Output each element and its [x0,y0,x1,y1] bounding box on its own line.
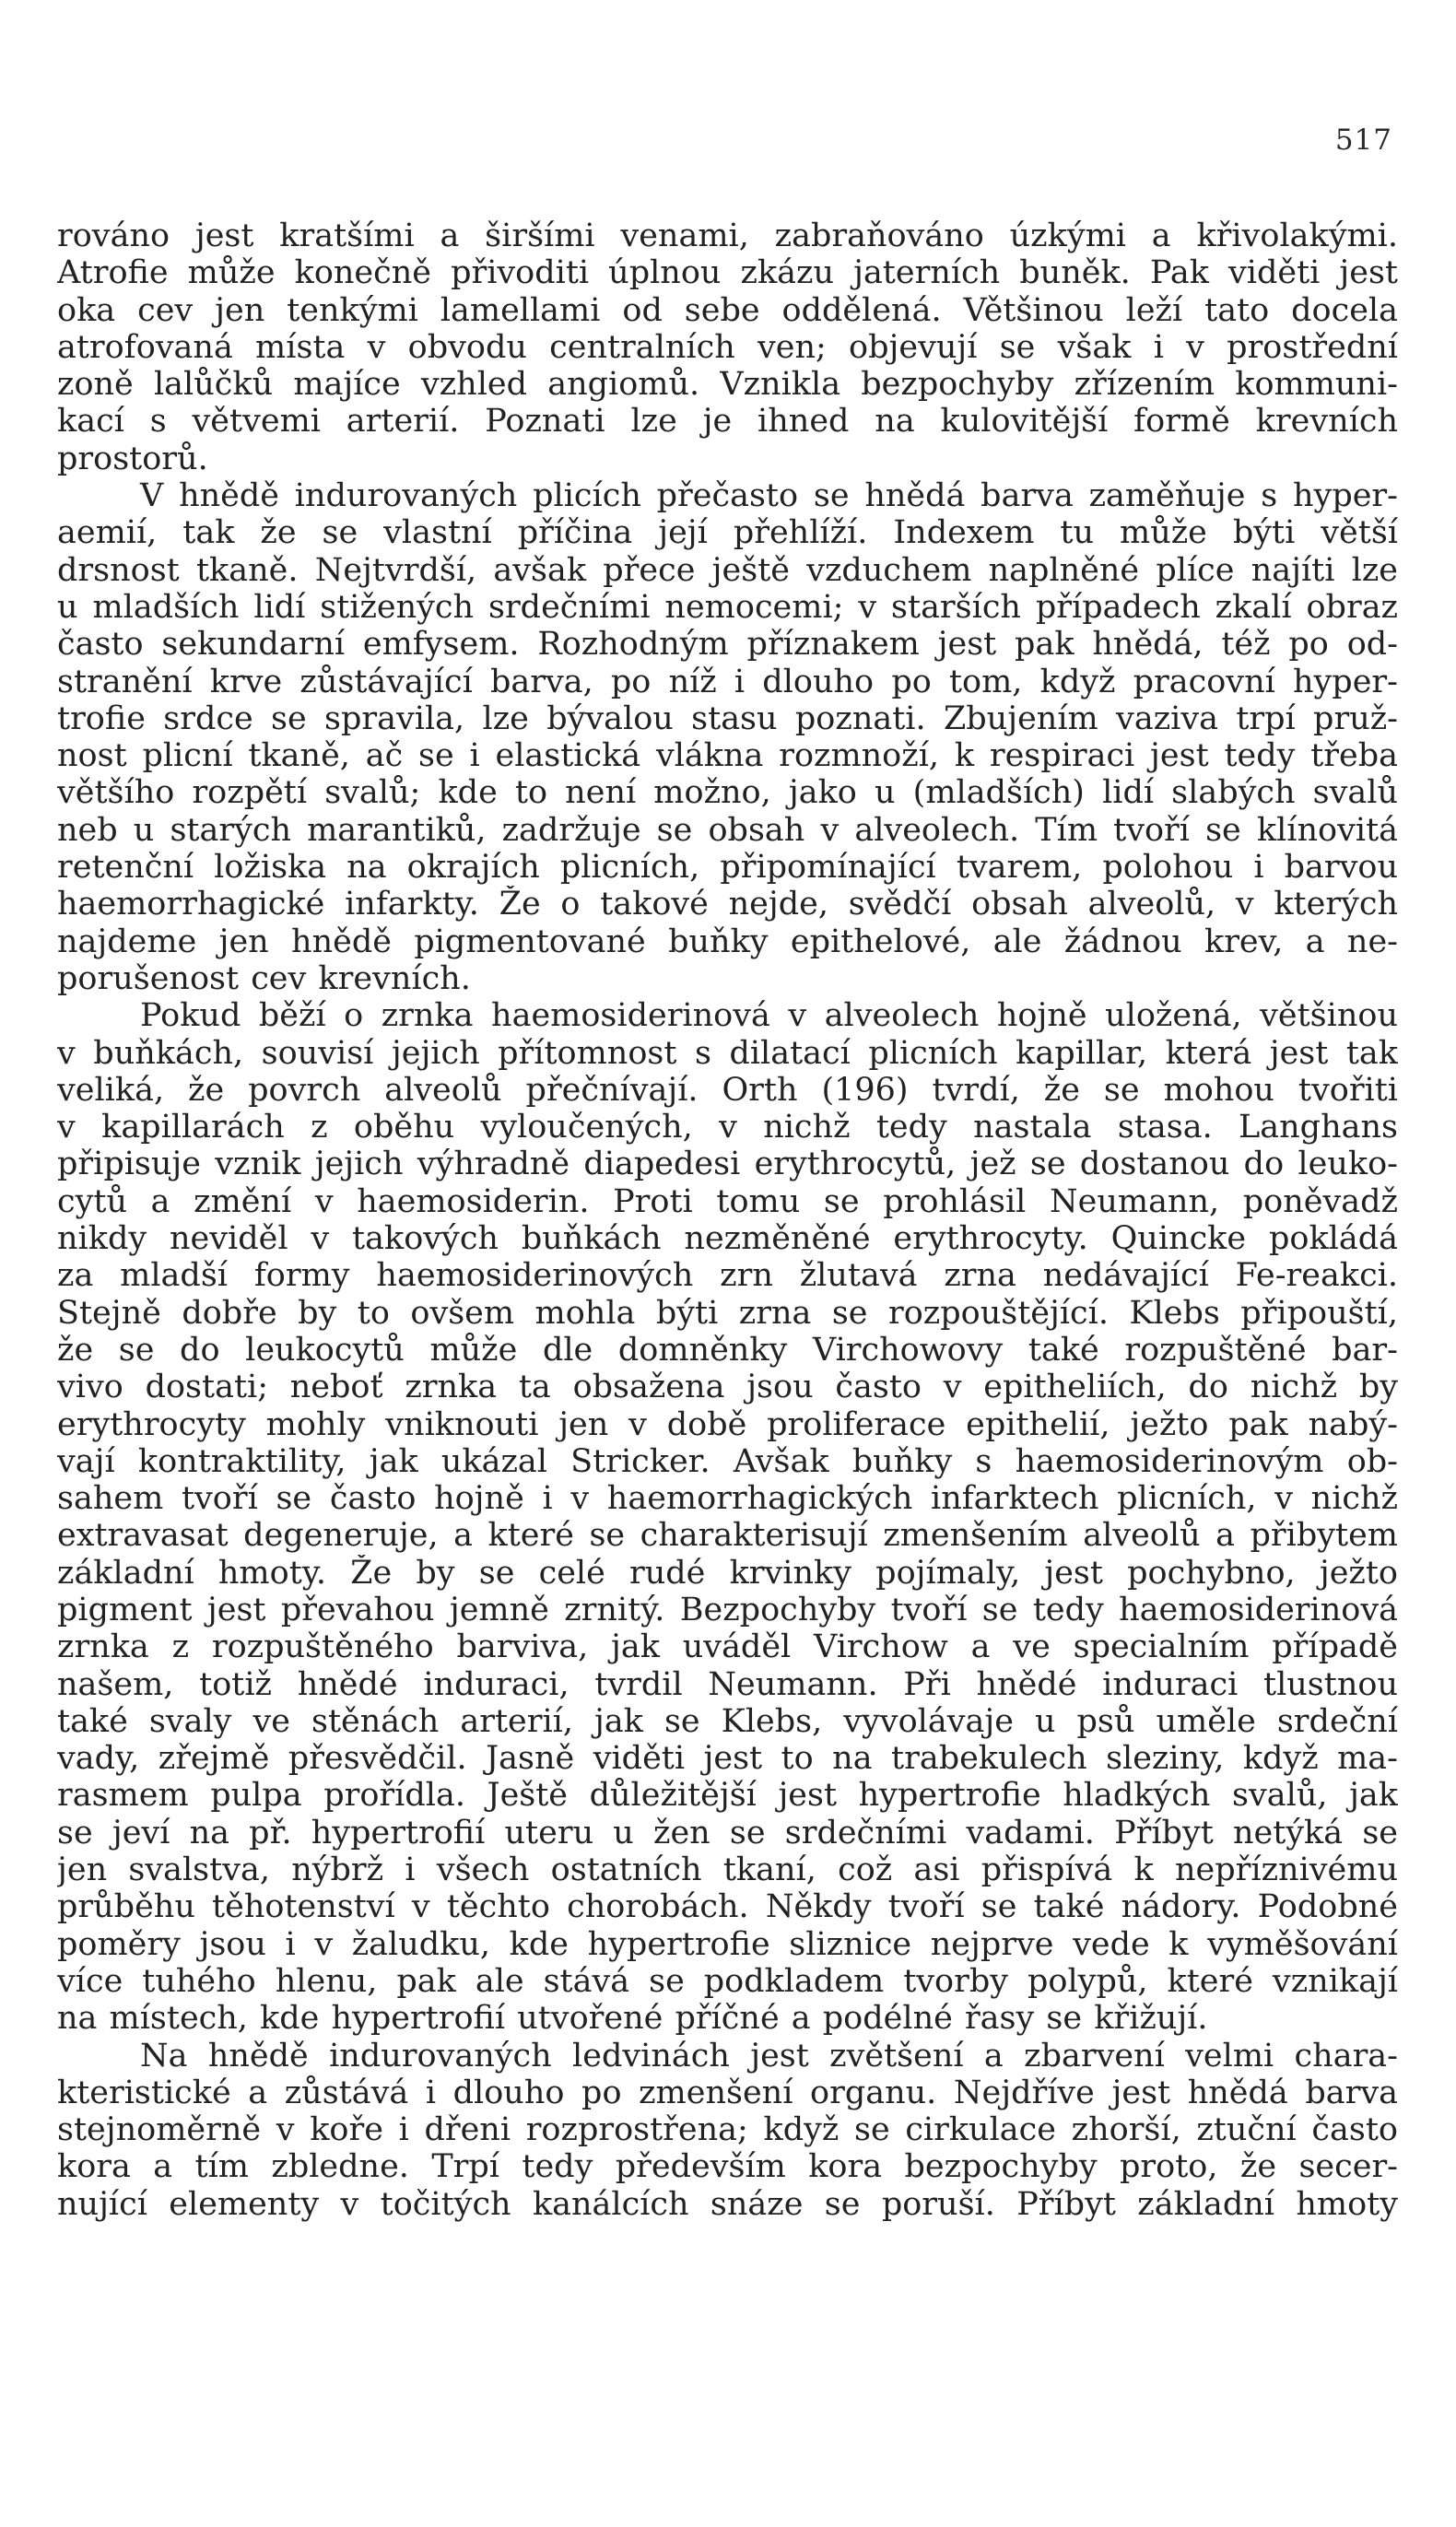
text-line: atrofovaná místa v obvodu centralních ven; objevují se však i v prostřední [57,328,1398,366]
text-line: základní hmoty. Že by se celé rudé krvinky pojímaly, jest pochybno, ježto [57,1554,1398,1592]
text-line: v kapillarách z oběhu vyloučených, v nichž tedy nastala stasa. Langhans [57,1109,1398,1146]
text-line: většího rozpětí svalů; kde to není možno, jako u (mladších) lidí slabých svalů [57,774,1398,812]
text-line: se jeví na př. hypertrofií uteru u žen se srdečními vadami. Příbyt netýká se [57,1814,1398,1851]
text-line: prostorů. [57,440,208,477]
text-line: že se do leukocytů může dle domněnky Virchowovy také rozpuštěné bar- [57,1331,1398,1369]
text-line: nující elementy v točitých kanálcích snáze se poruší. Příbyt základní hmoty [57,2185,1398,2223]
text-line: stejnoměrně v koře i dřeni rozprostřena; když se cirkulace zhorší, ztuční často [57,2111,1398,2149]
text-line: Pokud běží o zrnka haemosiderinová v alveolech hojně uložená, většinou [140,997,1398,1035]
text-line: nost plicní tkaně, ač se i elastická vlákna rozmnoží, k respiraci jest tedy třeba [57,737,1398,775]
text-line: kteristické a zůstává i dlouho po zmenšení organu. Nejdříve jest hnědá barva [57,2074,1398,2111]
text-line: nikdy neviděl v takových buňkách nezměněné erythrocyty. Quincke pokládá [57,1220,1398,1258]
text-line: na místech, kde hypertrofií utvořené příčné a podélné řasy se křižují. [57,2000,1208,2038]
text-line: veliká, že povrch alveolů přečnívají. Orth (196) tvrdí, že se mohou tvořiti [57,1071,1398,1109]
text-line: kací s větvemi arterií. Poznati lze je ihned na kulovitější formě krevních [57,403,1398,441]
text-line: aemií, tak že se vlastní příčina její přehlíží. Indexem tu může býti větší [57,514,1398,552]
text-line: jen svalstva, nýbrž i všech ostatních tkaní, což asi přispívá k nepříznivému [57,1851,1398,1889]
text-line: cytů a změní v haemosiderin. Proti tomu se prohlásil Neumann, poněvadž [57,1182,1398,1220]
text-line: průběhu těhotenství v těchto chorobách. Někdy tvoří se také nádory. Podobné [57,1888,1398,1926]
text-line: porušenost cev krevních. [57,959,471,997]
text-line: Na hnědě indurovaných ledvinách jest zvětšení a zbarvení velmi chara- [140,2037,1398,2074]
text-line: často sekundarní emfysem. Rozhodným příznakem jest pak hnědá, též po od- [57,626,1398,664]
page-number: 517 [1334,123,1392,157]
text-line: pigment jest převahou jemně zrnitý. Bezpochyby tvoří se tedy haemosiderinová [57,1591,1398,1628]
text-line: neb u starých marantiků, zadržuje se obsah v alveolech. Tím tvoří se klínovitá [57,811,1398,849]
text-line: rasmem pulpa prořídla. Ještě důležitější jest hypertrofie hladkých svalů, jak [57,1777,1398,1815]
text-body [57,217,1398,2223]
text-line: retenční ložiska na okrajích plicních, připomínající tvarem, polohou i barvou [57,849,1398,887]
text-line: více tuhého hlenu, pak ale stává se podkladem tvorby polypů, které vznikají [57,1962,1398,2000]
text-line: extravasat degeneruje, a které se charakterisují zmenšením alveolů a přibytem [57,1517,1398,1555]
text-line: za mladší formy haemosiderinových zrn žlutavá zrna nedávající Fe-reakci. [57,1257,1398,1295]
text-line: také svaly ve stěnách arterií, jak se Klebs, vyvolávaje u psů uměle srdeční [57,1702,1398,1740]
paragraph [57,217,1398,477]
text-line: vivo dostati; neboť zrnka ta obsažena jsou často v epitheliích, do nichž by [57,1369,1398,1406]
text-line: zoně lalůčků majíce vzhled angiomů. Vznikla bezpochyby zřízením kommuni- [57,366,1398,404]
text-line: sahem tvoří se často hojně i v haemorrhagických infarktech plicních, v nichž [57,1480,1398,1518]
text-line: stranění krve zůstávající barva, po níž i dlouho po tom, když pracovní hyper- [57,663,1398,700]
text-line: zrnka z rozpuštěného barviva, jak uváděl Virchow a ve specialním případě [57,1628,1398,1666]
text-line: rováno jest kratšími a širšími venami, zabraňováno úzkými a křivolakými. [57,217,1398,254]
text-line: našem, totiž hnědé induraci, tvrdil Neumann. Při hnědé induraci tlustnou [57,1665,1398,1703]
text-line: oka cev jen tenkými lamellami od sebe oddělená. Většinou leží tato docela [57,291,1398,329]
text-line: poměry jsou i v žaludku, kde hypertrofie sliznice nejprve vede k vyměšování [57,1925,1398,1963]
text-line: kora a tím zbledne. Trpí tedy především kora bezpochyby proto, že secer- [57,2148,1398,2186]
paragraph [57,2038,1398,2223]
text-line: vady, zřejmě přesvědčil. Jasně viděti jest to na trabekulech sleziny, když ma- [57,1740,1398,1778]
paragraph [57,997,1398,2037]
text-line: Atrofie může konečně přivoditi úplnou zkázu jaterních buněk. Pak viděti jest [57,254,1398,292]
text-line: u mladších lidí stižených srdečními nemocemi; v starších případech zkalí obraz [57,588,1398,626]
text-line: najdeme jen hnědě pigmentované buňky epithelové, ale žádnou krev, a ne- [57,923,1398,960]
text-line: V hnědě indurovaných plicích přečasto se hnědá barva zaměňuje s hyper- [140,477,1398,515]
text-line: Stejně dobře by to ovšem mohla býti zrna se rozpouštějící. Klebs připouští, [57,1294,1398,1332]
text-line: v buňkách, souvisí jejich přítomnost s dilatací plicních kapillar, která jest tak [57,1034,1398,1072]
text-line: drsnost tkaně. Nejtvrdší, avšak přece ještě vzduchem naplněné plíce najíti lze [57,551,1398,589]
text-line: erythrocyty mohly vniknouti jen v době proliferace epithelií, ježto pak nabý- [57,1405,1398,1443]
text-line: připisuje vznik jejich výhradně diapedesi erythrocytů, jež se dostanou do leuko- [57,1146,1398,1183]
text-line: trofie srdce se spravila, lze bývalou stasu poznati. Zbujením vaziva trpí pruž- [57,699,1398,737]
text-line: vají kontraktility, jak ukázal Stricker. Avšak buňky s haemosiderinovým ob- [57,1442,1398,1480]
paragraph [57,477,1398,997]
text-line: haemorrhagické infarkty. Že o takové nejde, svědčí obsah alveolů, v kterých [57,886,1398,923]
